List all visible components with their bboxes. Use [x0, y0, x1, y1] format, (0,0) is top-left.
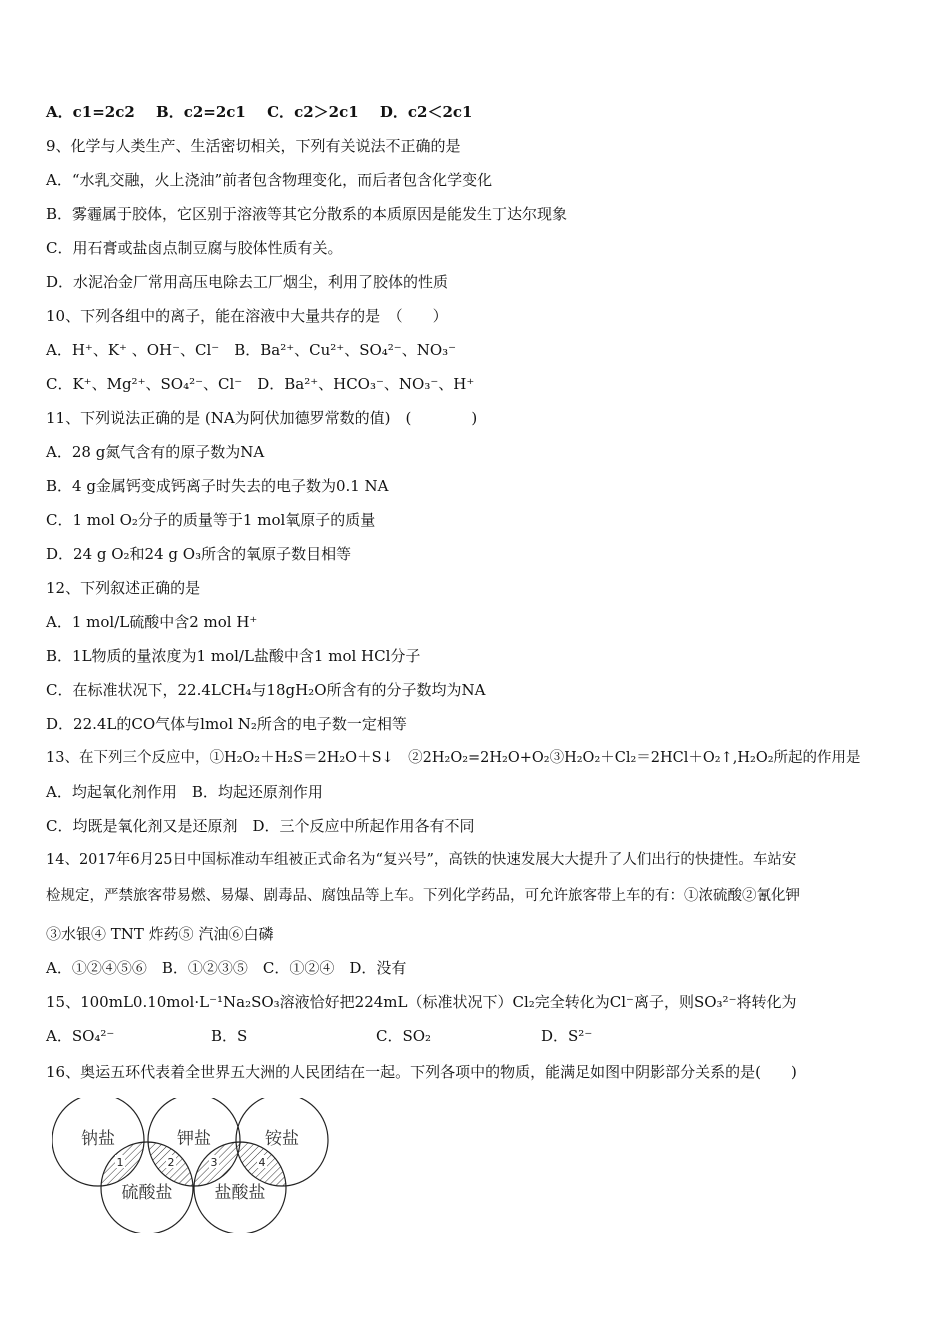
q8-option-c-label: C．: [267, 103, 295, 121]
q8-option-b-label: B．: [156, 103, 184, 121]
q11-option-b: B．4 g金属钙变成钙离子时失去的电子数为0.1 NA: [46, 477, 389, 495]
q11-option-c: C．1 mol O₂分子的质量等于1 mol氧原子的质量: [46, 511, 376, 529]
label-sulfate: 硫酸盐: [121, 1183, 173, 1203]
q9-stem: 9、化学与人类生产、生活密切相关，下列有关说法不正确的是: [46, 137, 461, 155]
q8-option-c: c2＞2c1: [294, 103, 359, 121]
q10-options-cd: C．K⁺、Mg²⁺、SO₄²⁻、Cl⁻ D．Ba²⁺、HCO₃⁻、NO₃⁻、H⁺: [46, 375, 475, 393]
q8-option-b: c2=2c1: [183, 103, 246, 121]
q12-option-d: D．22.4L的CO气体与lmol N₂所含的电子数一定相等: [46, 715, 407, 733]
q11-option-d: D．24 g O₂和24 g O₃所含的氧原子数目相等: [46, 545, 352, 563]
q12-option-c: C．在标准状况下，22.4LCH₄与18gH₂O所含有的分子数均为NA: [46, 681, 486, 699]
q10-options-ab: A．H⁺、K⁺ 、OH⁻、Cl⁻ B．Ba²⁺、Cu²⁺、SO₄²⁻、NO₃⁻: [46, 341, 457, 359]
q12-option-b: B．1L物质的量浓度为1 mol/L盐酸中含1 mol HCl分子: [46, 647, 421, 665]
q9-option-c: C．用石膏或盐卤点制豆腐与胶体性质有关。: [46, 239, 343, 257]
q11-stem: 11、下列说法正确的是 (NA为阿伏加德罗常数的值) ( ): [46, 409, 478, 427]
q9-option-b: B．雾霾属于胶体，它区别于溶液等其它分散系的本质原因是能发生丁达尔现象: [46, 205, 568, 223]
q15-stem: 15、100mL0.10mol·L⁻¹Na₂SO₃溶液恰好把224mL（标准状况下）Cl₂完全转化为Cl⁻离子，则SO₃²⁻将转化为: [46, 993, 797, 1011]
q14-stem-line1: 14、2017年6月25日中国标准动车组被正式命名为“复兴号”，高铁的快速发展大大提升了人们出行的快捷性。车站安: [46, 852, 797, 868]
region-3-number: 3: [210, 1156, 218, 1169]
q15-option-b: B．S: [211, 1027, 248, 1045]
q15-option-c: C．SO₂: [376, 1027, 432, 1045]
q15-option-a: A．SO₄²⁻: [46, 1027, 115, 1045]
q14-stem-line2: 检规定，严禁旅客带易燃、易爆、剧毒品、腐蚀品等上车。下列化学药品，可允许旅客带上车的有：①浓硫酸②氰化钾: [46, 888, 800, 904]
q8-option-a: c1=2c2: [72, 103, 135, 121]
q8-options: [46, 102, 472, 122]
label-ammonium-salt: 铵盐: [265, 1129, 299, 1149]
olympic-rings-diagram: [52, 1098, 342, 1233]
q9-option-d: D．水泥冶金厂常用高压电除去工厂烟尘，利用了胶体的性质: [46, 273, 449, 291]
region-1-number: 1: [116, 1156, 124, 1169]
q13-stem: 13、在下列三个反应中，①H₂O₂＋H₂S＝2H₂O＋S↓ ②2H₂O₂=2H₂O+O₂③H₂O₂＋Cl₂＝2HCl＋O₂↑,H₂O₂所起的作用是: [46, 750, 861, 766]
q10-stem: 10、下列各组中的离子，能在溶液中大量共存的是 （ ）: [46, 307, 448, 325]
label-sodium-salt: 钠盐: [81, 1129, 115, 1149]
q13-options-ab: A．均起氧化剂作用 B．均起还原剂作用: [46, 783, 323, 801]
q8-option-a-label: A．: [46, 103, 73, 121]
q9-option-a: A．“水乳交融，火上浇油”前者包含物理变化，而后者包含化学变化: [46, 171, 493, 189]
label-potassium-salt: 钾盐: [177, 1129, 211, 1149]
q12-option-a: A．1 mol/L硫酸中含2 mol H⁺: [46, 613, 258, 631]
q15-options: [46, 1026, 592, 1046]
region-4-number: 4: [258, 1156, 266, 1169]
q12-stem: 12、下列叙述正确的是: [46, 579, 201, 597]
q11-option-a: A．28 g氮气含有的原子数为NA: [46, 443, 265, 461]
q14-options: A．①②④⑤⑥ B．①②③⑤ C．①②④ D．没有: [46, 959, 407, 977]
q8-option-d: c2＜2c1: [407, 103, 473, 121]
q13-options-cd: C．均既是氧化剂又是还原剂 D．三个反应中所起作用各有不同: [46, 817, 475, 835]
q8-option-d-label: D．: [379, 103, 408, 121]
q16-stem: 16、奥运五环代表着全世界五大洲的人民团结在一起。下列各项中的物质，能满足如图中阴影部分关系的是( ): [46, 1063, 797, 1081]
label-chloride: 盐酸盐: [214, 1183, 266, 1203]
q15-option-d: D．S²⁻: [541, 1027, 593, 1045]
q14-stem-line3: ③水银④ TNT 炸药⑤ 汽油⑥白磷: [46, 925, 274, 943]
region-2-number: 2: [167, 1156, 175, 1169]
